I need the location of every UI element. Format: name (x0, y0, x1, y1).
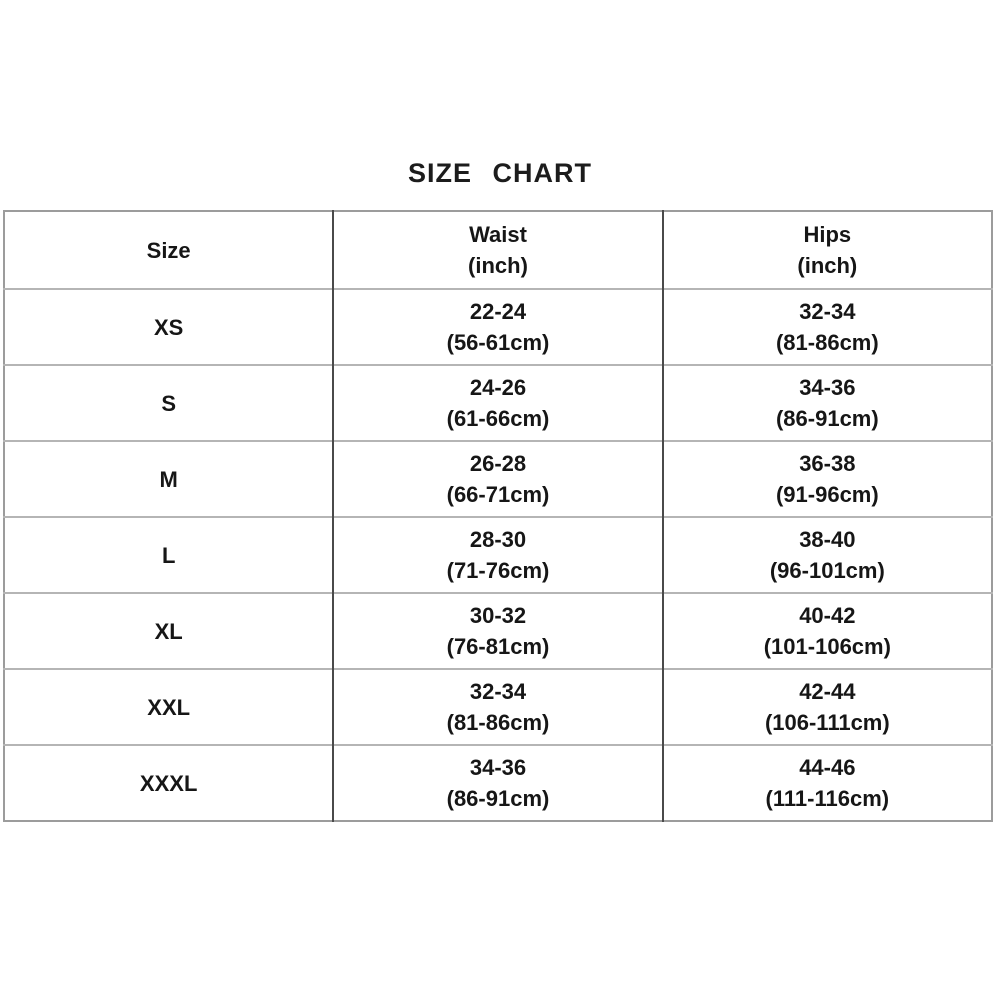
waist-cm-value: (61-66cm) (446, 406, 550, 431)
cell-hips (663, 745, 992, 821)
cell-size (4, 745, 333, 821)
cell-hips (663, 441, 992, 517)
cell-waist (333, 745, 662, 821)
column-header-hips (663, 211, 992, 289)
cell-hips (663, 365, 992, 441)
table-body (4, 289, 992, 821)
cell-hips (663, 289, 992, 365)
waist-inch-value: 24-26 (469, 375, 527, 400)
size-label: S (161, 390, 176, 416)
size-label: XL (154, 618, 183, 644)
column-header-label: Waist (469, 222, 527, 247)
waist-inch-value: 30-32 (469, 603, 527, 628)
waist-cm-value: (66-71cm) (446, 482, 550, 507)
hips-inch-value: 32-34 (799, 299, 856, 324)
cell-hips (663, 669, 992, 745)
hips-cm-value: (111-116cm) (765, 786, 890, 811)
cell-waist (333, 517, 662, 593)
table-row (4, 289, 992, 365)
cell-waist (333, 365, 662, 441)
table-header (4, 211, 992, 289)
hips-cm-value: (81-86cm) (775, 330, 879, 355)
size-label: XS (153, 314, 184, 340)
cell-waist (333, 289, 662, 365)
column-header-unit: (inch) (468, 253, 528, 278)
cell-size (4, 289, 333, 365)
hips-cm-value: (91-96cm) (775, 482, 879, 507)
cell-size (4, 517, 333, 593)
cell-hips (663, 593, 992, 669)
hips-inch-value: 44-46 (799, 755, 856, 780)
table-row (4, 669, 992, 745)
table-row (4, 441, 992, 517)
waist-inch-value: 28-30 (469, 527, 527, 552)
size-label: M (159, 466, 178, 492)
hips-cm-value: (101-106cm) (763, 634, 891, 659)
hips-cm-value: (86-91cm) (775, 406, 879, 431)
waist-cm-value: (81-86cm) (446, 710, 550, 735)
waist-cm-value: (86-91cm) (446, 786, 550, 811)
hips-inch-value: 40-42 (799, 603, 856, 628)
hips-inch-value: 42-44 (799, 679, 856, 704)
waist-inch-value: 26-28 (469, 451, 527, 476)
size-label: XXXL (139, 770, 198, 796)
size-label: L (161, 542, 176, 568)
cell-hips (663, 517, 992, 593)
cell-size (4, 441, 333, 517)
waist-cm-value: (56-61cm) (446, 330, 550, 355)
table-row (4, 745, 992, 821)
page-title: SIZE CHART (408, 158, 592, 188)
column-header-label: Hips (803, 222, 852, 247)
column-header-label: Size (146, 237, 191, 263)
cell-size (4, 669, 333, 745)
cell-size (4, 365, 333, 441)
size-chart-table (3, 210, 993, 822)
cell-waist (333, 593, 662, 669)
cell-waist (333, 669, 662, 745)
table-row (4, 365, 992, 441)
hips-cm-value: (96-101cm) (769, 558, 885, 583)
waist-inch-value: 34-36 (469, 755, 527, 780)
column-header-unit: (inch) (797, 253, 858, 278)
column-header-waist (333, 211, 662, 289)
size-label: XXL (147, 694, 191, 720)
column-header-size (4, 211, 333, 289)
cell-size (4, 593, 333, 669)
waist-cm-value: (76-81cm) (446, 634, 550, 659)
hips-inch-value: 36-38 (799, 451, 856, 476)
cell-waist (333, 441, 662, 517)
header-row (4, 211, 992, 289)
waist-inch-value: 32-34 (469, 679, 527, 704)
hips-inch-value: 38-40 (799, 527, 856, 552)
waist-cm-value: (71-76cm) (446, 558, 550, 583)
hips-inch-value: 34-36 (799, 375, 856, 400)
hips-cm-value: (106-111cm) (764, 710, 890, 735)
table-row (4, 517, 992, 593)
table-row (4, 593, 992, 669)
waist-inch-value: 22-24 (469, 299, 527, 324)
